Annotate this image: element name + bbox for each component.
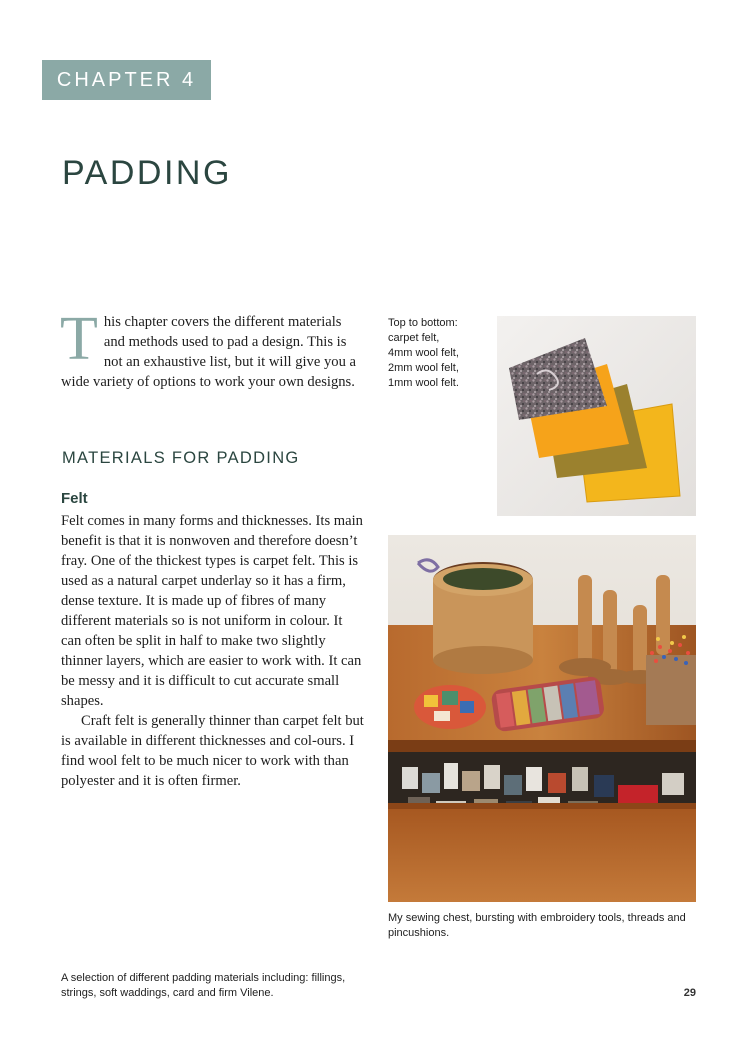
chest-photo-caption: My sewing chest, bursting with embroidery tools, threads and pincushions. bbox=[388, 912, 686, 939]
felt-subheading: Felt bbox=[61, 490, 88, 507]
caption-line: 4mm wool felt, bbox=[388, 347, 459, 359]
caption-line: 2mm wool felt, bbox=[388, 362, 459, 374]
section-heading: MATERIALS FOR PADDING bbox=[62, 449, 300, 467]
page-number: 29 bbox=[683, 987, 696, 999]
felt-photo-caption bbox=[388, 316, 488, 391]
bottom-caption: A selection of different padding materials including: fillings, strings, soft waddings, card and firm Vilene. bbox=[61, 972, 346, 999]
chapter-label: CHAPTER 4 bbox=[42, 60, 211, 100]
felt-body bbox=[61, 511, 365, 791]
felt-samples-photo bbox=[497, 316, 696, 516]
drop-cap: T bbox=[60, 305, 98, 373]
intro-paragraph bbox=[60, 305, 365, 392]
intro-text: his chapter covers the different materials and methods used to pad a design. This is not an exhaustive list, but it will give you a wide variety of options to work your own designs. bbox=[61, 314, 356, 390]
felt-paragraph-1: Felt comes in many forms and thicknesses. Its main benefit is that it is nonwoven and therefore doesn’t fray. One of the thickest types is carpet felt. This is used as a natural carpet underlay so it has a firm, dense texture. It is made up of fibres of many different materials so is not uniform in colour. It can often be split in half to make two slightly thinner layers, which are easier to work with. It can be messy and it is difficult to cut accurate small shapes. bbox=[61, 513, 363, 709]
sewing-chest-photo bbox=[388, 535, 696, 902]
caption-line: carpet felt, bbox=[388, 332, 440, 344]
caption-line: 1mm wool felt. bbox=[388, 377, 459, 389]
chapter-title: PADDING bbox=[62, 154, 232, 192]
caption-line: Top to bottom: bbox=[388, 317, 458, 329]
felt-paragraph-2: Craft felt is generally thinner than carpet felt but is available in different thicknesses and col-ours. I find wool felt to be much nicer to work with than polyester and it is often firmer. bbox=[61, 713, 364, 789]
